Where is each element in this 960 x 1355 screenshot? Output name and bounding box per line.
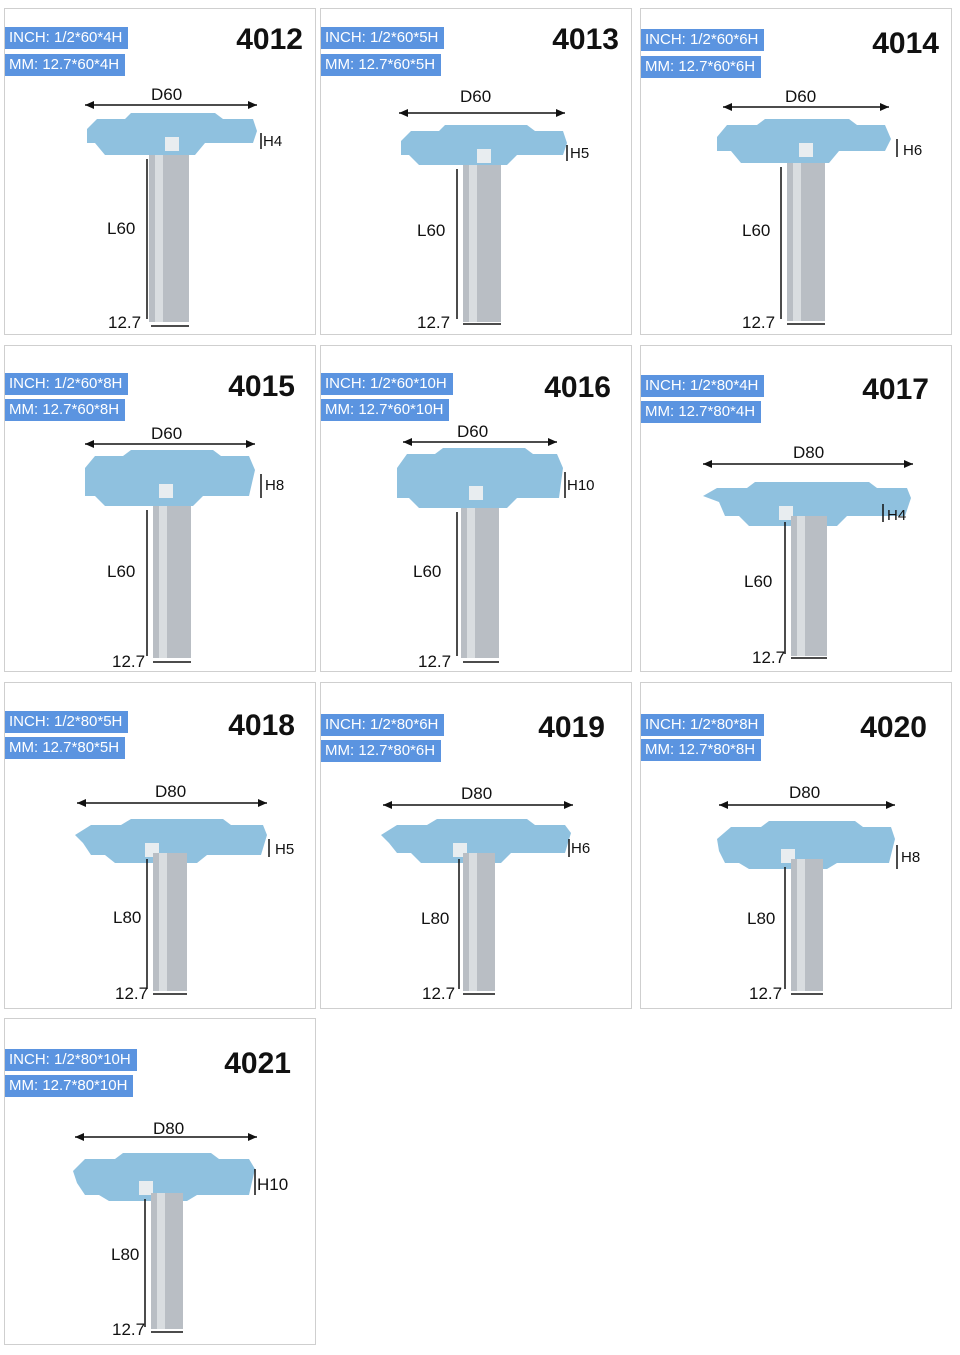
shank-label: 12.7: [417, 313, 451, 332]
height-label: H5: [275, 841, 295, 858]
product-card[interactable]: [4, 682, 316, 1009]
model-number: 4017: [862, 373, 929, 406]
length-label: L60: [413, 562, 442, 581]
router-bit-illustration: [5, 346, 316, 672]
inch-spec-tag: INCH: 1/2*80*10H: [5, 1049, 137, 1071]
mm-spec-tag: MM: 12.7*60*5H: [321, 54, 441, 76]
diameter-label: D60: [151, 85, 183, 104]
diameter-label: D80: [153, 1119, 185, 1138]
height-label: H6: [571, 840, 591, 857]
length-label: L60: [744, 572, 773, 591]
model-number: 4019: [538, 711, 605, 744]
model-number: 4016: [544, 371, 611, 404]
length-label: L60: [742, 221, 771, 240]
product-card[interactable]: [4, 345, 316, 672]
length-label: L80: [111, 1245, 140, 1264]
diameter-label: D80: [461, 784, 493, 803]
shank-label: 12.7: [112, 652, 146, 671]
mm-spec-tag: MM: 12.7*80*6H: [321, 740, 441, 762]
diameter-label: D60: [151, 424, 183, 443]
inch-spec-tag: INCH: 1/2*80*8H: [641, 714, 764, 736]
height-label: H8: [265, 477, 285, 494]
inch-spec-tag: INCH: 1/2*60*10H: [321, 373, 453, 395]
model-number: 4018: [228, 709, 295, 742]
mm-spec-tag: MM: 12.7*60*6H: [641, 56, 761, 78]
router-bit-illustration: [641, 683, 952, 1009]
height-label: H8: [901, 849, 921, 866]
length-label: L60: [107, 219, 136, 238]
inch-spec-tag: INCH: 1/2*80*6H: [321, 714, 444, 736]
router-bit-illustration: [5, 9, 316, 335]
model-number: 4013: [552, 23, 619, 56]
length-label: L60: [417, 221, 446, 240]
model-number: 4014: [872, 27, 939, 60]
shank-label: 12.7: [752, 648, 786, 667]
product-card[interactable]: [4, 1018, 316, 1345]
length-label: L80: [421, 909, 450, 928]
inch-spec-tag: INCH: 1/2*80*5H: [5, 711, 128, 733]
product-card[interactable]: [640, 345, 952, 672]
model-number: 4012: [236, 23, 303, 56]
mm-spec-tag: MM: 12.7*80*10H: [5, 1075, 133, 1097]
height-label: H10: [257, 1175, 289, 1194]
length-label: L80: [113, 908, 142, 927]
mm-spec-tag: MM: 12.7*60*4H: [5, 54, 125, 76]
inch-spec-tag: INCH: 1/2*60*4H: [5, 27, 128, 49]
shank-label: 12.7: [108, 313, 142, 332]
length-label: L80: [747, 909, 776, 928]
height-label: H4: [263, 133, 283, 150]
router-bit-illustration: [641, 9, 952, 335]
mm-spec-tag: MM: 12.7*80*8H: [641, 739, 761, 761]
product-card[interactable]: [640, 682, 952, 1009]
diameter-label: D60: [785, 87, 817, 106]
height-label: H5: [570, 145, 590, 162]
diameter-label: D80: [155, 782, 187, 801]
router-bit-illustration: [5, 683, 316, 1009]
diameter-label: D60: [457, 422, 489, 441]
shank-label: 12.7: [749, 984, 783, 1003]
product-card[interactable]: [320, 345, 632, 672]
model-number: 4021: [224, 1047, 291, 1080]
model-number: 4020: [860, 711, 927, 744]
mm-spec-tag: MM: 12.7*60*10H: [321, 399, 449, 421]
shank-label: 12.7: [112, 1320, 146, 1339]
product-card[interactable]: [320, 682, 632, 1009]
model-number: 4015: [228, 370, 295, 403]
mm-spec-tag: MM: 12.7*60*8H: [5, 399, 125, 421]
shank-label: 12.7: [115, 984, 149, 1003]
router-bit-illustration: [321, 346, 632, 672]
length-label: L60: [107, 562, 136, 581]
shank-label: 12.7: [742, 313, 776, 332]
diameter-label: D60: [460, 87, 492, 106]
inch-spec-tag: INCH: 1/2*60*5H: [321, 27, 444, 49]
diameter-label: D80: [789, 783, 821, 802]
height-label: H4: [887, 507, 907, 524]
height-label: H10: [567, 477, 595, 494]
product-card[interactable]: [320, 8, 632, 335]
inch-spec-tag: INCH: 1/2*80*4H: [641, 375, 764, 397]
inch-spec-tag: INCH: 1/2*60*6H: [641, 29, 764, 51]
product-card[interactable]: [4, 8, 316, 335]
inch-spec-tag: INCH: 1/2*60*8H: [5, 373, 128, 395]
mm-spec-tag: MM: 12.7*80*5H: [5, 737, 125, 759]
height-label: H6: [903, 142, 923, 159]
mm-spec-tag: MM: 12.7*80*4H: [641, 401, 761, 423]
shank-label: 12.7: [418, 652, 452, 671]
diameter-label: D80: [793, 443, 825, 462]
router-bit-illustration: [321, 9, 632, 335]
product-card[interactable]: [640, 8, 952, 335]
shank-label: 12.7: [422, 984, 456, 1003]
